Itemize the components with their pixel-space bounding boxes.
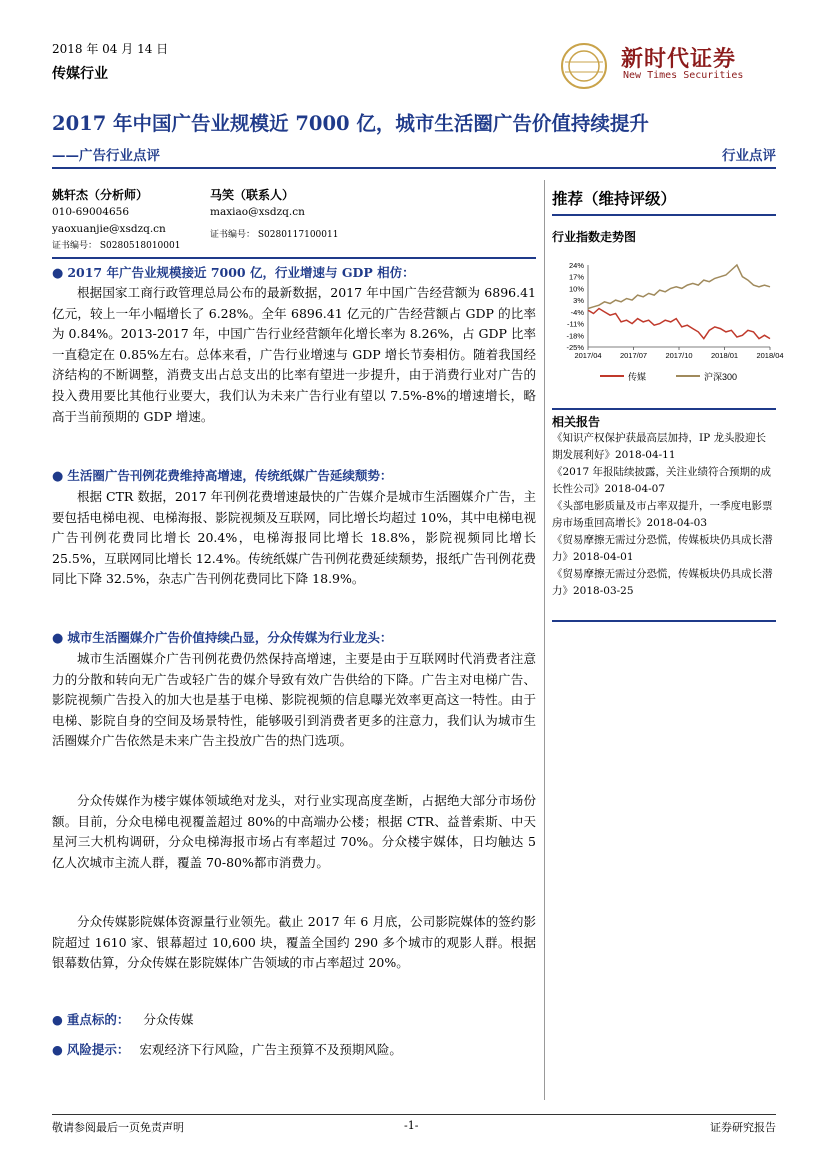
related-divider — [552, 620, 776, 622]
y-tick-label: 17% — [568, 272, 584, 282]
chart-title: 行业指数走势图 — [552, 230, 637, 244]
bullet-icon: ● — [52, 469, 64, 484]
key-stock — [52, 1010, 193, 1028]
section-body-1 — [52, 283, 536, 427]
page-number: -1- — [404, 1119, 419, 1132]
y-tick-label: 3% — [573, 296, 584, 306]
contact-email[interactable]: maxiao@xsdzq.cn — [210, 206, 305, 218]
report-type: 行业点评 — [722, 148, 776, 164]
index-trend-chart — [552, 255, 784, 390]
bullet-icon: ● — [52, 1012, 63, 1027]
section-body-3 — [52, 649, 536, 752]
series-line-csi300 — [588, 265, 770, 309]
column-divider — [544, 180, 545, 1100]
key-stock-label: 重点标的： — [66, 1012, 130, 1027]
report-subtitle: ——广告行业点评 — [52, 148, 160, 164]
x-tick-label: 2017/04 — [574, 351, 602, 360]
paragraph: 分众传媒作为楼宇媒体领域绝对龙头，对行业实现高度垄断，占据绝大部分市场份额。目前，分众电梯电视覆盖超过 80%的中高端办公楼；根据 CTR、益普索斯、中天星河三大机构调研，分众电梯海报市场占有率超过 70%。分众楼宇媒体，日均触达 5 亿人次城市主流人群，覆盖 70-80%都市消费力。 — [52, 793, 536, 870]
chart-divider — [552, 408, 776, 410]
y-tick-label: -11% — [567, 319, 584, 329]
y-tick-label: -4% — [570, 307, 584, 317]
legend-label-media: 传媒 — [628, 372, 647, 382]
related-report-link[interactable]: 《知识产权保护获最高层加持，IP 龙头股迎长期发展利好》2018-04-11 — [552, 432, 767, 461]
bullet-icon: ● — [52, 631, 64, 646]
section-body-3b — [52, 791, 536, 873]
x-tick-label: 2017/07 — [619, 351, 648, 360]
rating-divider — [552, 214, 776, 216]
risk-label: 风险提示： — [66, 1042, 130, 1057]
analyst-cert: 证书编号： S0280518010001 — [52, 241, 181, 251]
related-reports-list — [552, 430, 776, 600]
paragraph: 城市生活圈媒介广告刊例花费仍然保持高增速，主要是由于互联网时代消费者注意力的分散和转向无广告或轻广告的媒介导致有效广告供给的下降。广告主对电梯广告、影院视频广告投入的加大也是基于电梯、影院视频的信息曝光效率更高这一特性。由于电梯、影院自身的空间及场景特性，能够吸引到消费者更多的注意力，我们认为城市生活圈媒介广告依然是未来广告主投放广告的热门选项。 — [52, 651, 536, 749]
section-heading-3: ● 城市生活圈媒介广告价值持续凸显，分众传媒为行业龙头： — [52, 630, 393, 646]
analyst-email[interactable]: yaoxuanjie@xsdzq.cn — [52, 223, 166, 235]
related-report-link[interactable]: 《贸易摩擦无需过分恐慌，传媒板块仍具成长潜力》2018-04-01 — [552, 534, 773, 563]
x-tick-label: 2017/10 — [665, 351, 693, 360]
series-line-media — [588, 309, 770, 339]
paragraph: 分众传媒影院媒体资源量行业领先。截止 2017 年 6 月底，公司影院媒体的签约影院超过 1610 家、银幕超过 10,600 块，覆盖全国约 290 多个城市的观影人群。根据银幕数估算，分众传媒在影院媒体广告领域的市占率超过 20%。 — [52, 914, 536, 971]
related-report-link[interactable]: 《头部电影质量及市占率双提升，一季度电影票房市场重回高增长》2018-04-03 — [552, 500, 773, 529]
report-date: 2018 年 04 月 14 日 — [52, 42, 169, 56]
x-tick-label: 2018/01 — [710, 351, 739, 360]
logo-mark-icon — [555, 40, 613, 92]
section-heading-2: ● 生活圈广告刊例花费维持高增速，传统纸媒广告延续颓势： — [52, 468, 393, 484]
sector-label: 传媒行业 — [52, 66, 108, 82]
analyst-phone: 010-69004656 — [52, 206, 130, 218]
related-report-link[interactable]: 《2017 年报陆续披露，关注业绩符合预期的成长性公司》2018-04-07 — [552, 466, 772, 495]
y-tick-label: 10% — [568, 284, 584, 294]
rating: 推荐（维持评级） — [552, 189, 677, 208]
logo-chinese-name: 新时代证券 — [621, 46, 737, 72]
y-tick-label: 24% — [568, 261, 584, 270]
section-heading-1: ● 2017 年广告业规模接近 7000 亿，行业增速与 GDP 相仿： — [52, 265, 415, 281]
risk-warning — [52, 1040, 402, 1058]
contact-name: 马笑（联系人） — [210, 188, 295, 202]
paragraph: 根据国家工商行政管理总局公布的最新数据，2017 年中国广告经营额为 6896.41 亿元，较上一年小幅增长了 6.28%。全年 6896.41 亿元的广告经营额占 GDP 的比率为 0.84%。2013-2017 年，中国广告行业经营额年化增长率为 8.26%，占 GDP 比率一直稳定在 0.85%左右。总体来看，广告行业增速与 GDP 增长节奏相仿。随着我国经济结构的不断调整，消费支出占总支出的比率有望进一步提升，由于消费行业对广告的投入费用要比其他行业要大，我们认为未来广告行业有望以 7.5%-8%的增速增长，略高于当前预期的 GDP 增速。 — [52, 285, 536, 424]
section-body-2 — [52, 487, 536, 590]
title-divider — [52, 167, 776, 169]
paragraph: 根据 CTR 数据，2017 年刊例花费增速最快的广告媒介是城市生活圈媒介广告，主要包括电梯电视、电梯海报、影院视频及互联网，同比增长均超过 10%，其中电梯电视广告刊例花费同比增长 20.4%，电梯海报同比增长 18.8%，影院视频同比增长 25.5%，互联网同比增长 12.4%。传统纸媒广告刊例花费延续颓势，报纸广告刊例花费同比下降 32.5%，杂志广告刊例花费同比下降 18.9%。 — [52, 489, 536, 587]
key-stock-value: 分众传媒 — [143, 1012, 194, 1027]
related-report-link[interactable]: 《贸易摩擦无需过分恐慌，传媒板块仍具成长潜力》2018-03-25 — [552, 568, 773, 597]
y-tick-label: -18% — [566, 331, 584, 341]
bullet-icon: ● — [52, 266, 64, 281]
bullet-icon: ● — [52, 1042, 63, 1057]
footer-doc-type: 证券研究报告 — [710, 1121, 776, 1134]
risk-value: 宏观经济下行风险，广告主预算不及预期风险。 — [139, 1042, 402, 1057]
footer-disclaimer[interactable]: 敬请参阅最后一页免责声明 — [52, 1121, 184, 1134]
analyst-card-1 — [52, 187, 180, 255]
report-title: 2017 年中国广告业规模近 7000 亿，城市生活圈广告价值持续提升 — [52, 112, 649, 135]
brand-logo — [555, 40, 780, 92]
analyst-card-2 — [210, 187, 338, 244]
logo-english-name: New Times Securities — [623, 70, 744, 81]
legend-label-csi300: 沪深300 — [704, 372, 738, 382]
section-body-3c — [52, 912, 536, 974]
footer-divider — [52, 1114, 776, 1115]
contact-cert: 证书编号： S0280117100011 — [210, 230, 339, 240]
related-reports-title: 相关报告 — [552, 415, 601, 429]
analyst-divider — [52, 257, 536, 259]
analyst-name: 姚轩杰（分析师） — [52, 188, 149, 202]
y-tick-label: -25% — [566, 343, 584, 352]
x-tick-label: 2018/04 — [756, 351, 784, 360]
